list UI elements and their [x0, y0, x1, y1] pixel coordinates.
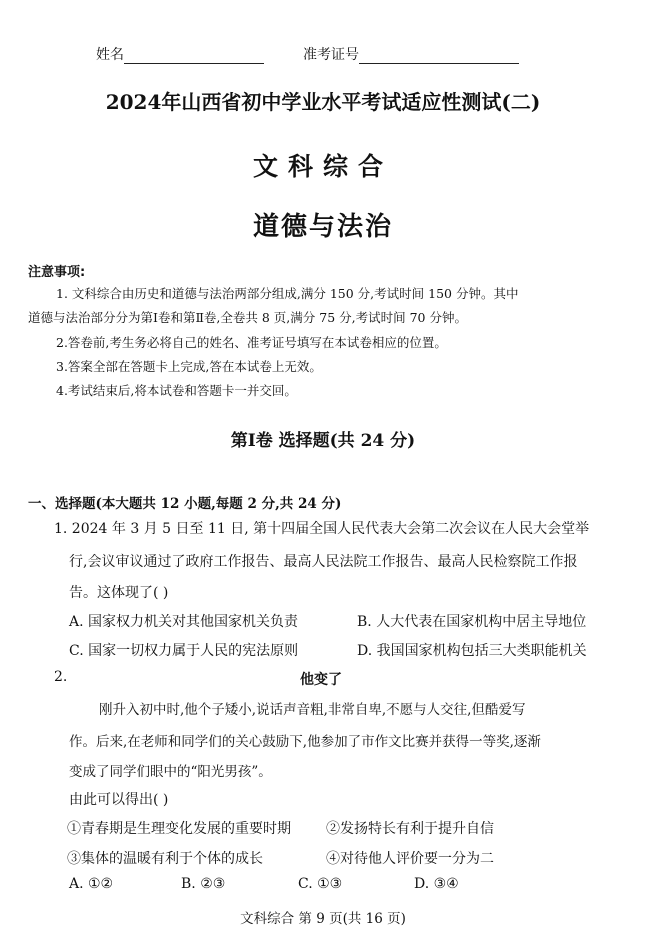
question-1-option-c: C. 国家一切权力属于人民的宪法原则 — [69, 643, 299, 659]
name-label: 姓名 — [96, 47, 124, 63]
note-line: 4.考试结束后,将本试卷和答题卡一并交回。 — [56, 383, 297, 398]
name-field — [96, 44, 264, 64]
exam-number-field — [303, 44, 519, 64]
notes-heading: 注意事项: — [28, 265, 86, 280]
question-2-option-c: C. ①③ — [298, 876, 343, 892]
page-footer: 文科综合 第 9 页(共 16 页) — [240, 911, 406, 927]
note-line: 3.答案全部在答题卡上完成,答在本试卷上无效。 — [56, 359, 322, 374]
subject-title: 文科综合 — [252, 152, 393, 181]
question-2-prompt: 由此可以得出( ) — [69, 792, 169, 808]
question-1-option-a: A. 国家权力机关对其他国家机关负责 — [69, 614, 299, 630]
question-2-story: 刚升入初中时,他个子矮小,说话声音粗,非常自卑,不愿与人交往,但酷爱写 — [99, 702, 526, 718]
question-2-statement-4: ④对待他人评价要一分为二 — [326, 851, 494, 867]
exam-number-label: 准考证号 — [303, 47, 359, 63]
question-2-story: 变成了同学们眼中的“阳光男孩”。 — [69, 764, 272, 780]
part-title: 道德与法治 — [252, 212, 393, 242]
part-heading: 一、选择题(本大题共 12 小题,每题 2 分,共 24 分) — [28, 496, 342, 512]
question-1-text: 1. 2024 年 3 月 5 日至 11 日, 第十四届全国人民代表大会第二次会议在人民大会堂举 — [54, 521, 590, 537]
section-heading: 第I卷 选择题(共 24 分) — [230, 431, 416, 451]
note-line: 道德与法治部分分为第Ⅰ卷和第Ⅱ卷,全卷共 8 页,满分 75 分,考试时间 70 分钟。 — [28, 310, 467, 325]
question-2-title: 他变了 — [300, 672, 342, 688]
note-line: 1. 文科综合由历史和道德与法治两部分组成,满分 150 分,考试时间 150 分钟。其中 — [56, 286, 519, 301]
name-underline — [124, 49, 264, 64]
question-2-option-b: B. ②③ — [181, 876, 226, 892]
exam-number-underline — [359, 49, 519, 64]
question-1-option-b: B. 人大代表在国家机构中居主导地位 — [357, 614, 587, 630]
question-2-story: 作。后来,在老师和同学们的关心鼓励下,他参加了市作文比赛并获得一等奖,逐渐 — [69, 734, 541, 750]
question-2-number: 2. — [54, 669, 68, 685]
question-1-option-d: D. 我国国家机构包括三大类职能机关 — [357, 643, 587, 659]
question-2-statement-2: ②发扬特长有利于提升自信 — [326, 821, 494, 837]
question-2-option-a: A. ①② — [69, 876, 114, 892]
note-line: 2.答卷前,考生务必将自己的姓名、准考证号填写在本试卷相应的位置。 — [56, 335, 447, 350]
question-1-text: 行,会议审议通过了政府工作报告、最高人民法院工作报告、最高人民检察院工作报 — [69, 554, 578, 570]
question-2-option-d: D. ③④ — [414, 876, 459, 892]
question-1-text: 告。这体现了( ) — [69, 585, 169, 601]
question-2-statement-3: ③集体的温暖有利于个体的成长 — [67, 851, 263, 867]
question-2-statement-1: ①青春期是生理变化发展的重要时期 — [67, 821, 291, 837]
exam-title: 2024年山西省初中学业水平考试适应性测试(二) — [105, 90, 541, 114]
